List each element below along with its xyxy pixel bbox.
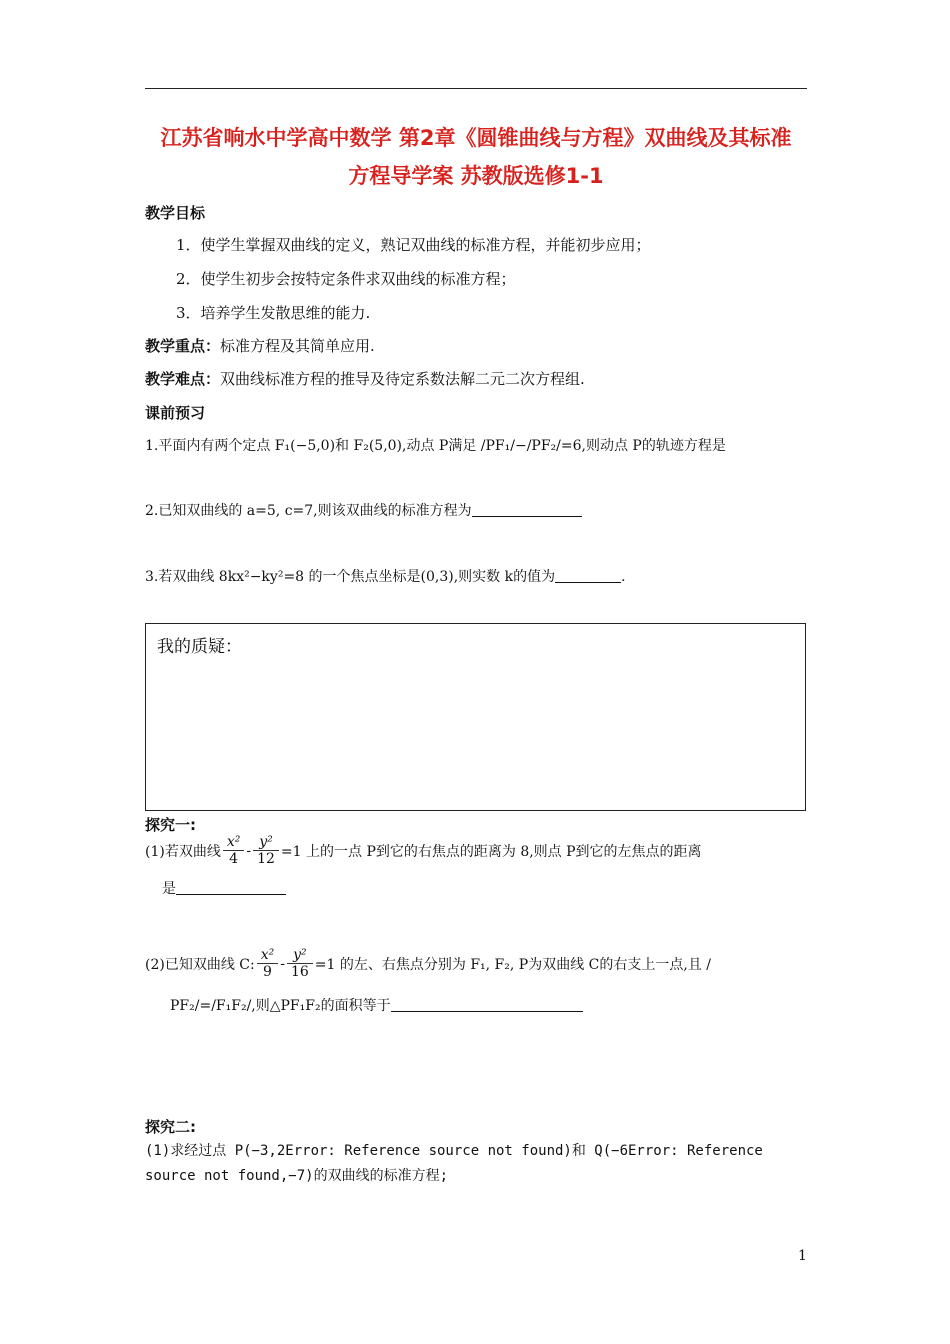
preview-question-3: 3.若双曲线 8kx²−ky²=8 的一个焦点坐标是(0,3),则实数 k的值为 . [145,569,626,585]
header-rule [145,88,807,89]
answer-blank [391,997,583,1012]
page-number: 1 [798,1248,807,1264]
explore-1-heading: 探究一: [145,816,196,834]
difficulty [145,368,585,389]
answer-blank [555,568,621,583]
document-title-line-2: 方程导学案 苏教版选修1-1 [348,164,604,188]
key-point-text: 标准方程及其简单应用. [220,337,375,355]
objective-item-2: 2．使学生初步会按特定条件求双曲线的标准方程； [176,270,516,288]
preview-question-3-text: 3.若双曲线 8kx²−ky²=8 的一个焦点坐标是(0,3),则实数 k的值为 [145,569,556,585]
preview-heading: 课前预习 [145,404,206,422]
fraction: $\frac{\text{y²}}{16}$ [287,947,313,980]
objectives-heading: 教学目标 [145,204,206,222]
key-point [145,335,375,356]
explore-1-question-2: (2)已知双曲线 C: $\frac{\text{x²}}{9}$ - $\frac{\text{y²}}{16}$ =1 的左、右焦点分别为 F₁, F₂, P为双曲线 C的右支上一点,且 / [145,947,711,980]
objective-item-3: 3．培养学生发散思维的能力. [176,304,371,322]
explore-1-question-1-line-2: 是 [162,878,286,898]
explore-2-heading: 探究二: [145,1118,196,1136]
difficulty-text: 双曲线标准方程的推导及待定系数法解二元二次方程组. [220,370,585,388]
fraction: $\frac{\text{x²}}{9}$ [257,947,279,980]
preview-question-2 [145,500,582,520]
document-title-line-1: 江苏省响水中学高中数学 第2章《圆锥曲线与方程》双曲线及其标准 [160,126,792,150]
my-questions-label: 我的质疑： [157,637,242,657]
explore-1-question-1: (1)若双曲线 $\frac{\text{x²}}{4}$ - $\frac{\text{y²}}{12}$ =1 上的一点 P到它的右焦点的距离为 8,则点 P到它的左焦点的距离 [145,834,702,867]
explore-2-question-1-line-2: source not found,−7)的双曲线的标准方程; [145,1168,449,1184]
objective-item-1: 1．使学生掌握双曲线的定义，熟记双曲线的标准方程，并能初步应用； [176,236,651,254]
answer-blank [176,880,286,895]
fraction: $\frac{\text{y²}}{12}$ [253,834,279,867]
difficulty-label: 教学难点： [145,370,221,388]
answer-blank [472,502,582,517]
key-point-label: 教学重点： [145,337,221,355]
preview-question-2-text: 2.已知双曲线的 a=5, c=7,则该双曲线的标准方程为 [145,503,472,519]
explore-2-question-1-line-1: (1)求经过点 P(−3,2Error: Reference source not found)和 Q(−6Error: Reference [145,1143,763,1159]
preview-question-1: 1.平面内有两个定点 F₁(−5,0)和 F₂(5,0),动点 P满足 /PF₁/−/PF₂/=6,则动点 P的轨迹方程是 [145,438,726,454]
fraction: $\frac{\text{x²}}{4}$ [223,834,245,867]
explore-1-question-2-line-2: PF₂/=/F₁F₂/,则△PF₁F₂的面积等于 [170,995,583,1015]
my-questions-box [145,623,806,811]
